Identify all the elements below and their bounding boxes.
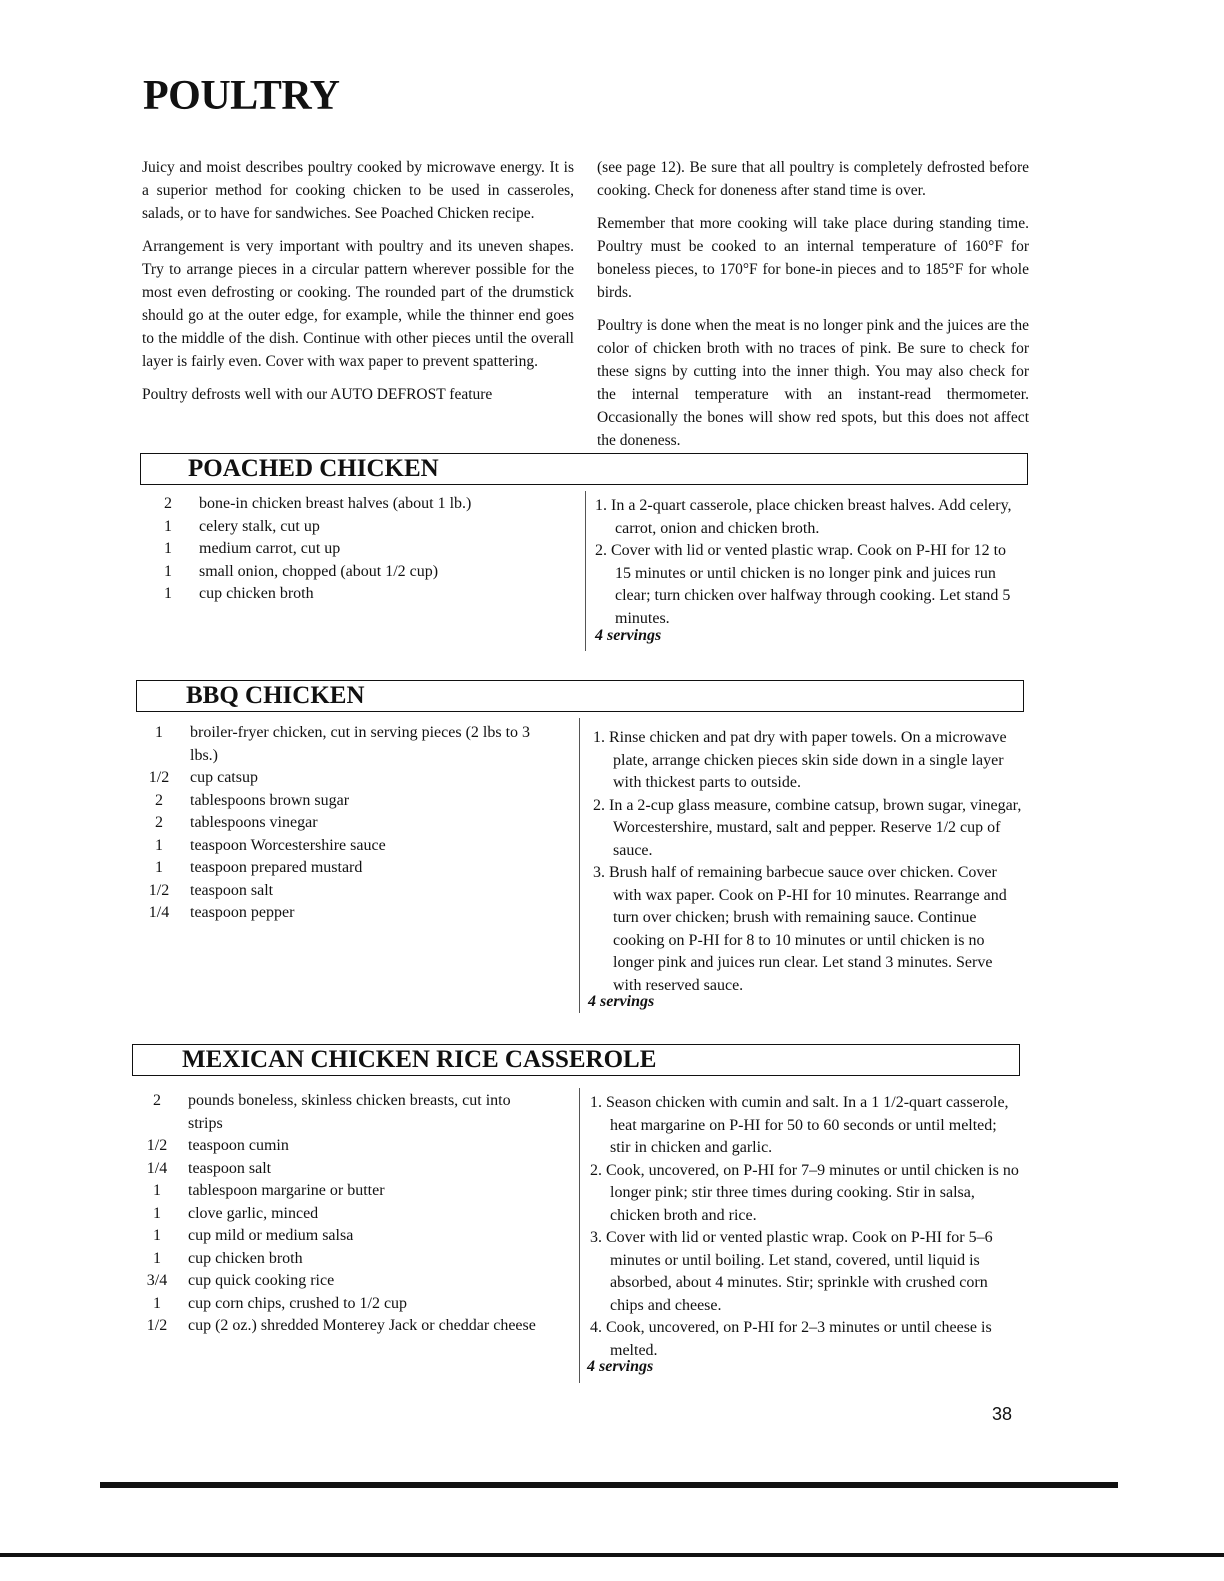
ingredient-qty: 3/4 [146,1272,168,1289]
ingredient-qty: 1/2 [146,1137,168,1154]
ingredient-item [146,902,546,925]
recipe-title: MEXICAN CHICKEN RICE CASSEROLE [182,1046,657,1073]
recipe-title: POACHED CHICKEN [188,455,439,482]
ingredient-qty: 1 [153,1294,161,1312]
ingredient-item [146,857,546,880]
ingredient-qty: 1 [153,1249,161,1267]
column-divider [579,718,580,1013]
ingredient-text: small onion, chopped (about 1/2 cup) [199,562,439,580]
ingredient-item [155,583,575,606]
ingredient-item [146,722,546,767]
ingredient-item [146,790,546,813]
page-number: 38 [992,1404,1013,1424]
intro-paragraph: Poultry defrosts well with our AUTO DEFROST feature [142,386,493,403]
ingredient-qty: 1 [153,1227,161,1244]
ingredient-text: cup chicken broth [199,585,314,602]
ingredient-item [144,1158,544,1181]
ingredient-text: cup (2 oz.) shredded Monterey Jack or cheddar cheese [188,1317,536,1334]
ingredient-qty: 1 [164,517,172,535]
ingredient-item [144,1248,544,1271]
ingredient-item [144,1315,544,1338]
ingredient-text: bone-in chicken breast halves (about 1 lb.) [199,495,472,512]
ingredient-text: teaspoon cumin [188,1137,289,1154]
recipe-header [140,453,1028,485]
recipe-header [136,680,1024,712]
column-divider [579,1088,580,1383]
ingredient-item [155,516,575,539]
ingredient-text: tablespoons vinegar [190,814,318,831]
ingredient-text: teaspoon Worcestershire sauce [190,836,386,854]
step-item: 1. Rinse chicken and pat dry with paper towels. On a microwave plate, arrange chicken pieces skin side down in a single layer with thickest parts to outside. [593,729,1007,791]
ingredient-item [146,812,546,835]
ingredient-text: tablespoons brown sugar [190,791,350,809]
ingredient-qty: 1/2 [148,769,170,786]
ingredient-text: cup quick cooking rice [188,1272,335,1289]
intro-paragraph: Arrangement is very important with poultry and its uneven shapes. Try to arrange pieces in a circular pattern wherever possible for the most even defrosting or cooking. The rounded part of the drumstick should go at the outer edge, for example, while the thinner end goes to the middle of the dish. Continue with other pieces until the overall layer is fairly even. Cover with wax paper to prevent spattering. [142,238,574,370]
ingredient-item [155,561,575,584]
ingredient-list [144,1090,544,1338]
recipe-bbq-chicken [136,680,1026,1020]
ingredient-text: celery stalk, cut up [199,517,320,535]
ingredient-qty: 1/4 [146,1159,168,1177]
ingredient-list [155,493,575,606]
ingredient-text: medium carrot, cut up [199,540,341,557]
ingredient-text: cup chicken broth [188,1249,303,1267]
ingredient-qty: 1 [155,836,163,854]
ingredient-item [144,1203,544,1226]
bottom-rule [100,1482,1118,1488]
ingredient-item [155,493,575,516]
step-item: 3. Cover with lid or vented plastic wrap. Cook on P-HI for 5–6 minutes or until boiling. Let stand, covered, until liquid is absorbed, about 4 minutes. Stir; sprinkle with crushed corn chips and cheese. [590,1229,993,1314]
intro-paragraph: Remember that more cooking will take place during standing time. Poultry must be cooked to an internal temperature of 160°F for boneless pieces, to 170°F for bone-in pieces and to 185°F for whole birds. [597,215,1029,301]
recipe-header [132,1044,1020,1076]
ingredient-item [146,880,546,903]
step-list [595,495,1025,630]
page-title: POULTRY [143,73,340,119]
ingredient-qty: 1 [164,540,172,557]
ingredient-qty: 1 [153,1182,161,1199]
ingredient-text: teaspoon salt [190,881,274,899]
ingredient-text: teaspoon salt [188,1159,272,1177]
ingredient-text: teaspoon pepper [190,904,295,921]
ingredient-item [144,1225,544,1248]
ingredient-text: cup corn chips, crushed to 1/2 cup [188,1294,408,1312]
ingredient-text: tablespoon margarine or butter [188,1182,385,1199]
ingredient-qty: 1 [164,562,172,580]
step-list [593,727,1023,997]
step-item: 2. Cook, uncovered, on P-HI for 7–9 minutes or until chicken is no longer pink; stir three times during cooking. Stir in salsa, chicken broth and rice. [590,1161,1019,1224]
recipe-title: BBQ CHICKEN [186,682,365,709]
ingredient-item [144,1293,544,1316]
ingredient-qty: 1/2 [146,1317,168,1334]
ingredient-text: pounds boneless, skinless chicken breasts, cut into strips [188,1092,511,1132]
step-item: 2. In a 2-cup glass measure, combine catsup, brown sugar, vinegar, Worcestershire, mustard, salt and pepper. Reserve 1/2 cup of sauce. [593,796,1022,859]
ingredient-text: cup mild or medium salsa [188,1227,354,1244]
ingredient-qty: 2 [153,1092,161,1109]
ingredient-qty: 1 [155,724,163,741]
ingredient-item [155,538,575,561]
ingredient-item [146,767,546,790]
ingredient-qty: 1/2 [148,881,170,899]
ingredient-item [144,1090,544,1135]
ingredient-text: cup catsup [190,769,258,786]
step-item: 2. Cover with lid or vented plastic wrap. Cook on P-HI for 12 to 15 minutes or until chicken is no longer pink and juices run clear; turn chicken over halfway through cooking. Let stand 5 minutes. [595,542,1011,627]
ingredient-item [146,835,546,858]
step-list [590,1092,1020,1362]
ingredient-list [146,722,546,925]
servings-label: 4 servings [588,993,655,1010]
recipe-poached-chicken [140,453,1030,663]
ingredient-text: broiler-fryer chicken, cut in serving pieces (2 lbs to 3 lbs.) [190,724,531,764]
intro-paragraph: Poultry is done when the meat is no longer pink and the juices are the color of chicken broth with no traces of pink. Be sure to check for these signs by cutting into the inner thigh. You may also check for the internal temperature with an instant-read thermometer. Occasionally the bones will show red spots, but this does not affect the doneness. [597,317,1029,449]
ingredient-item [144,1270,544,1293]
ingredient-item [144,1135,544,1158]
recipe-mexican-chicken-rice-casserole [132,1044,1022,1384]
intro-paragraph: Juicy and moist describes poultry cooked by microwave energy. It is a superior method for cooking chicken to be used in casseroles, salads, or to have for sandwiches. See Poached Chicken recipe. [142,159,574,222]
step-item: 3. Brush half of remaining barbecue sauce over chicken. Cover with wax paper. Cook on P-HI for 10 minutes. Rearrange and turn over chicken; brush with remaining sauce. Continue cooking on P-HI for 8 to 10 minutes or until chicken is no longer pink and juices run clear. Let stand 3 minutes. Serve with reserved sauce. [593,864,1007,994]
intro-paragraph: (see page 12). Be sure that all poultry is completely defrosted before cooking. Check for doneness after stand time is over. [597,159,1029,199]
servings-label: 4 servings [587,1358,654,1375]
ingredient-item [144,1180,544,1203]
ingredient-qty: 1 [155,859,163,876]
step-item: 1. Season chicken with cumin and salt. In a 1 1/2-quart casserole, heat margarine on P-HI for 50 to 60 seconds or until melted; stir in chicken and garlic. [590,1094,1009,1156]
ingredient-text: clove garlic, minced [188,1204,319,1222]
step-item: 1. In a 2-quart casserole, place chicken breast halves. Add celery, carrot, onion and chicken broth. [595,497,1012,537]
ingredient-text: teaspoon prepared mustard [190,859,363,876]
column-divider [585,491,586,651]
servings-label: 4 servings [595,627,662,644]
ingredient-qty: 1 [153,1204,161,1222]
intro-right-column [597,156,1029,462]
ingredient-qty: 2 [164,495,172,512]
intro-left-column [142,156,574,416]
ingredient-qty: 1/4 [148,904,170,921]
step-item: 4. Cook, uncovered, on P-HI for 2–3 minutes or until cheese is melted. [590,1319,992,1359]
ingredient-qty: 2 [155,791,163,809]
bottom-edge [0,1553,1224,1557]
ingredient-qty: 1 [164,585,172,602]
ingredient-qty: 2 [155,814,163,831]
